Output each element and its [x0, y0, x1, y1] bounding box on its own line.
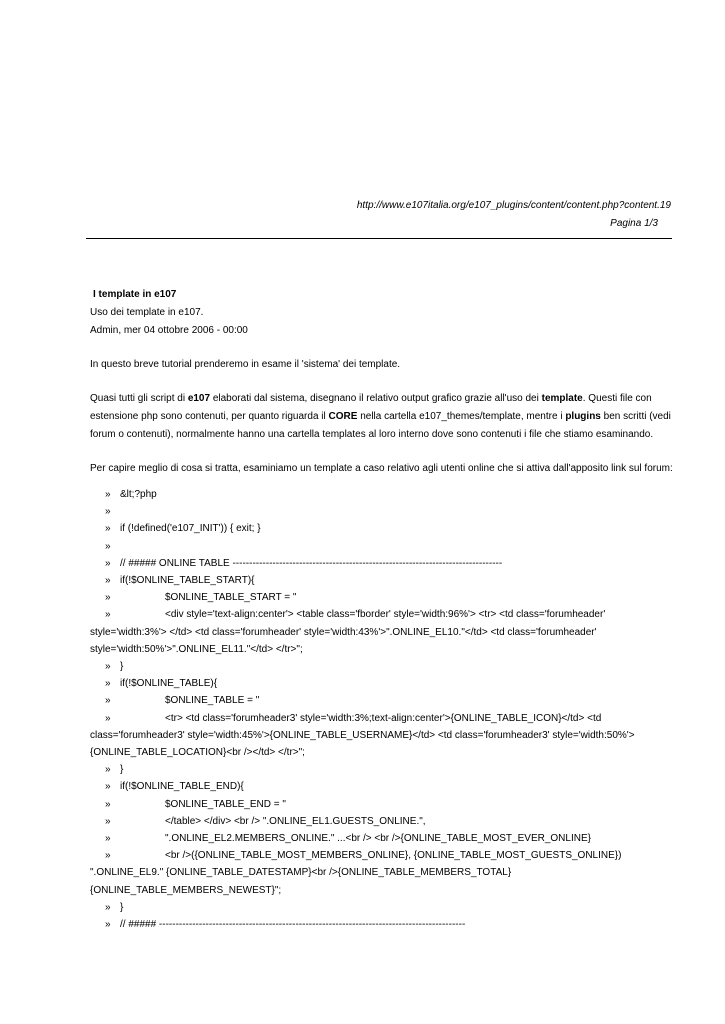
code-line [90, 692, 675, 709]
article-meta: Admin, mer 04 ottobre 2006 - 00:00 [90, 325, 248, 336]
code-text: </table> </div> <br /> ".ONLINE_EL1.GUESTS_ONLINE.", [165, 815, 426, 827]
code-line [90, 813, 675, 830]
code-line [90, 796, 675, 813]
bullet-marker: » [105, 661, 111, 673]
intro-paragraph: In questo breve tutorial prenderemo in esame il 'sistema' dei template. [90, 359, 401, 370]
bold-template: template [541, 393, 583, 404]
templates-paragraph [90, 390, 675, 444]
bullet-marker: » [105, 506, 111, 518]
bullet-marker: » [105, 695, 111, 707]
code-text: } [120, 661, 124, 673]
code-text: <br />({ONLINE_TABLE_MOST_MEMBERS_ONLINE}, {ONLINE_TABLE_MOST_GUESTS_ONLINE}) ".ONLINE_EL9." {ONLINE_TABLE_DATESTAMP}<br />{ONLINE_TABLE_MEMBERS_TOTAL}{ONLINE_TABLE_MEMBERS_NEWEST}"; [90, 850, 622, 896]
code-text: <tr> <td class='forumheader3' style='width:3%;text-align:center'>{ONLINE_TABLE_ICON}</td> <td class='forumheader3' style='width:45%'>{ONLINE_TABLE_USERNAME}</td> <td class='forumheader3' style='width:50%'>{ONLINE_TABLE_LOCATION}<br /></td> </tr>"; [90, 712, 635, 759]
bullet-marker: » [105, 712, 111, 724]
code-text: if(!$ONLINE_TABLE_END){ [120, 781, 244, 793]
code-text: // ##### ONLINE TABLE --------------------------------------------------------------------------------- [120, 557, 503, 569]
code-text: if(!$ONLINE_TABLE_START){ [120, 575, 255, 587]
code-text: ".ONLINE_EL2.MEMBERS_ONLINE." ...<br /> <br />{ONLINE_TABLE_MOST_EVER_ONLINE} [165, 833, 591, 845]
code-line [90, 710, 675, 762]
page-number: Pagina 1/3 [610, 218, 658, 229]
code-line [90, 916, 675, 933]
code-line [90, 658, 675, 675]
bullet-marker: » [105, 764, 111, 776]
text-span: nella cartella e107_themes/template, mentre i [357, 411, 566, 422]
code-text: $ONLINE_TABLE_START = " [165, 592, 297, 604]
code-line [90, 538, 675, 555]
bullet-marker: » [105, 919, 111, 931]
code-line [90, 675, 675, 692]
code-listing [90, 486, 675, 933]
text-span: elaborati dal sistema, disegnano il relativo output grafico grazie all'uso dei [210, 393, 542, 404]
code-line [90, 606, 675, 658]
bullet-marker: » [105, 540, 111, 552]
bullet-marker: » [105, 781, 111, 793]
code-text: $ONLINE_TABLE_END = " [165, 798, 286, 810]
article-subtitle: Uso dei template in e107. [90, 307, 204, 318]
header-rule [86, 238, 672, 239]
bold-plugins: plugins [565, 411, 601, 422]
source-url: http://www.e107italia.org/e107_plugins/content/content.php?content.19 [356, 200, 671, 211]
example-paragraph: Per capire meglio di cosa si tratta, esaminiamo un template a caso relativo agli utenti online che si attiva dall'apposito link sul forum: [90, 463, 673, 474]
code-text: // ##### -------------------------------------------------------------------------------------------- [120, 919, 466, 931]
text-span: ben scritti (vedi forum o contenuti), normalmente hanno una cartella templates al loro interno dove sono contenuti i file che stiamo esaminando. [90, 411, 671, 440]
bold-e107: e107 [187, 393, 211, 404]
code-text: } [120, 764, 124, 776]
bullet-marker: » [105, 901, 111, 913]
code-text: if (!defined('e107_INIT')) { exit; } [120, 523, 261, 535]
code-line [90, 555, 675, 572]
bullet-marker: » [105, 575, 111, 587]
code-line [90, 520, 675, 537]
code-text: if(!$ONLINE_TABLE){ [120, 678, 218, 690]
code-line [90, 761, 675, 778]
code-line [90, 589, 675, 606]
bullet-marker: » [105, 815, 111, 827]
article-title: I template in e107 [93, 289, 177, 300]
bullet-marker: » [105, 592, 111, 604]
code-line [90, 830, 675, 847]
code-text: <div style='text-align:center'> <table class='fborder' style='width:96%'> <tr> <td class='forumheader' style='width:3%'> </td> <td class='forumheader' style='width:43%'>".ONLINE_EL10."</td> <td class='forumheader' style='width:50%'>".ONLINE_EL11."</td> </tr>"; [90, 609, 606, 655]
code-text: &lt;?php [120, 489, 157, 500]
code-text: $ONLINE_TABLE = " [165, 695, 260, 707]
text-span: . Questi file con estensione php sono contenuti, per quanto riguarda il [90, 393, 652, 422]
code-line [90, 503, 675, 520]
code-line [90, 899, 675, 916]
text-span: Quasi tutti gli script di [90, 393, 188, 404]
code-line [90, 847, 675, 899]
bullet-marker: » [105, 850, 111, 862]
code-line [90, 572, 675, 589]
code-line [90, 486, 675, 503]
article-body [90, 286, 675, 933]
bullet-marker: » [105, 798, 111, 810]
bullet-marker: » [105, 557, 111, 569]
bullet-marker: » [105, 678, 111, 690]
code-line [90, 778, 675, 795]
bullet-marker: » [105, 489, 111, 500]
bullet-marker: » [105, 609, 111, 621]
bullet-marker: » [105, 833, 111, 845]
code-text: } [120, 901, 124, 913]
bold-core: CORE [328, 411, 358, 422]
bullet-marker: » [105, 523, 111, 535]
